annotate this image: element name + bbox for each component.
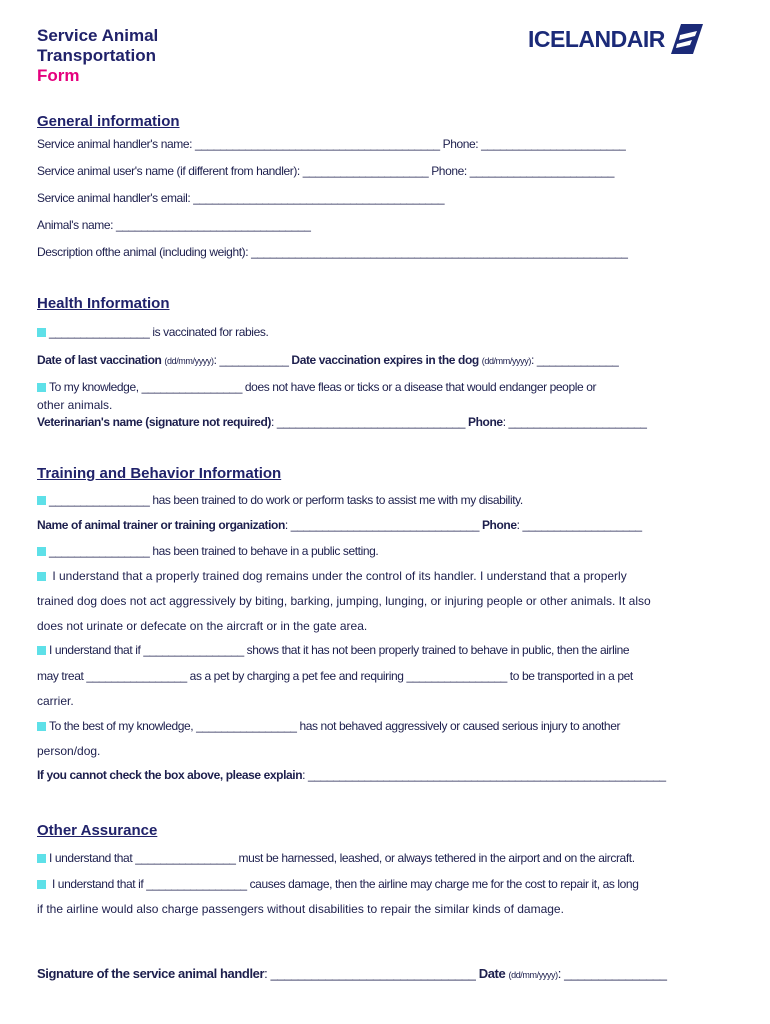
fleas-statement: [37, 380, 596, 394]
form-title-line2: Transportation: [37, 46, 157, 65]
aggression-text-1[interactable]: To the best of my knowledge, ________________ has not behaved aggressively or caused serious injury to another: [49, 719, 621, 733]
vet-phone-field[interactable]: : ______________________: [502, 415, 647, 429]
pet-text-3: carrier.: [37, 694, 74, 708]
control-text-3: does not urinate or defecate on the aircraft or in the gate area.: [37, 619, 368, 633]
vet-phone-label: Phone: [468, 415, 503, 429]
form-title-line1: Service Animal: [37, 26, 159, 45]
fleas-text-1[interactable]: To my knowledge, ________________ does not have fleas or ticks or a disease that would endanger people or: [49, 380, 597, 394]
section-heading-training: Training and Behavior Information: [37, 465, 282, 482]
trainer-field[interactable]: : ______________________________: [284, 518, 480, 532]
explain-field[interactable]: : _________________________________________________________: [302, 768, 666, 782]
aggression-statement: [37, 719, 620, 733]
pet-statement: [37, 643, 629, 657]
control-text-1: I understand that a properly trained dog remains under the control of its handler. I understand that a properly: [52, 569, 627, 583]
damage-text-2: if the airline would also charge passengers without disabilities to repair the similar kinds of damage.: [37, 902, 564, 916]
signature-date-label: Date: [478, 966, 506, 981]
signature-row: [37, 967, 667, 982]
control-text-2: trained dog does not act aggressively by biting, barking, jumping, lunging, or injuring people or other animals. It also: [37, 594, 651, 608]
vacc-exp-field[interactable]: : _____________: [530, 353, 619, 367]
trainer-phone-label: Phone: [481, 518, 517, 532]
pet-text-2[interactable]: may treat ________________ as a pet by charging a pet fee and requiring ________________ to be transported in a pet: [37, 669, 633, 683]
harness-statement: [37, 851, 635, 865]
public-checkbox[interactable]: [37, 547, 46, 556]
vacc-date-format: (dd/mm/yyyy): [164, 356, 214, 366]
user-name-field[interactable]: Service animal user's name (if different from handler): ____________________ Phone: _______________________: [37, 164, 615, 178]
vaccination-dates-row: [37, 353, 618, 368]
section-heading-general: General information: [37, 113, 180, 130]
damage-text-1[interactable]: I understand that if ________________ causes damage, then the airline may charge me for the cost to repair it, as long: [51, 877, 639, 891]
damage-statement: [37, 877, 638, 891]
trainer-label: Name of animal trainer or training organization: [37, 518, 285, 532]
tasks-statement: [37, 493, 523, 507]
section-heading-other: Other Assurance: [37, 822, 158, 839]
handler-name-field[interactable]: Service animal handler's name: _______________________________________ Phone: _______________________: [37, 137, 626, 151]
vet-row: [37, 415, 647, 429]
logo-emblem-icon: [669, 22, 703, 56]
form-title: [37, 26, 158, 86]
rabies-statement: [37, 325, 268, 339]
logo-text: ICELANDAIR: [528, 25, 665, 52]
public-text[interactable]: ________________ has been trained to behave in a public setting.: [49, 544, 379, 558]
control-statement: [37, 569, 627, 583]
signature-field[interactable]: : ______________________________: [264, 966, 476, 981]
vacc-date-label: Date of last vaccination: [37, 353, 162, 367]
rabies-checkbox[interactable]: [37, 328, 46, 337]
trainer-row: [37, 518, 642, 532]
vet-name-field[interactable]: : ______________________________: [270, 415, 466, 429]
trainer-phone-field[interactable]: : ___________________: [516, 518, 642, 532]
fleas-text-2: other animals.: [37, 398, 113, 412]
animal-name-field[interactable]: Animal's name: _______________________________: [37, 218, 311, 232]
fleas-checkbox[interactable]: [37, 383, 46, 392]
aggression-checkbox[interactable]: [37, 722, 46, 731]
rabies-text[interactable]: ________________ is vaccinated for rabies.: [49, 325, 269, 339]
pet-checkbox[interactable]: [37, 646, 46, 655]
signature-label: Signature of the service animal handler: [37, 966, 265, 981]
harness-text[interactable]: I understand that ________________ must be harnessed, leashed, or always tethered in the airport and on the aircraft.: [49, 851, 635, 865]
handler-email-field[interactable]: Service animal handler's email: ________________________________________: [37, 191, 445, 205]
tasks-checkbox[interactable]: [37, 496, 46, 505]
vet-name-label: Veterinarian's name (signature not required): [37, 415, 271, 429]
damage-checkbox[interactable]: [37, 880, 46, 889]
vacc-exp-label: Date vaccination expires in the dog: [291, 353, 479, 367]
explain-row: [37, 768, 666, 782]
aggression-text-2: person/dog.: [37, 744, 101, 758]
vacc-date-field[interactable]: : ___________: [213, 353, 289, 367]
animal-description-field[interactable]: Description ofthe animal (including weight): ____________________________________________________________: [37, 245, 628, 259]
icelandair-logo: [528, 22, 703, 56]
signature-date-field[interactable]: : _______________: [557, 966, 667, 981]
pet-text-1[interactable]: I understand that if ________________ shows that it has not been properly trained to behave in public, then the airline: [49, 643, 630, 657]
explain-label: If you cannot check the box above, please explain: [37, 768, 303, 782]
section-heading-health: Health Information: [37, 295, 170, 312]
tasks-text[interactable]: ________________ has been trained to do work or perform tasks to assist me with my disability.: [49, 493, 523, 507]
signature-date-format: (dd/mm/yyyy): [508, 970, 558, 980]
control-checkbox[interactable]: [37, 572, 46, 581]
vacc-exp-format: (dd/mm/yyyy): [481, 356, 531, 366]
form-title-line3: Form: [37, 66, 80, 85]
public-statement: [37, 544, 378, 558]
harness-checkbox[interactable]: [37, 854, 46, 863]
